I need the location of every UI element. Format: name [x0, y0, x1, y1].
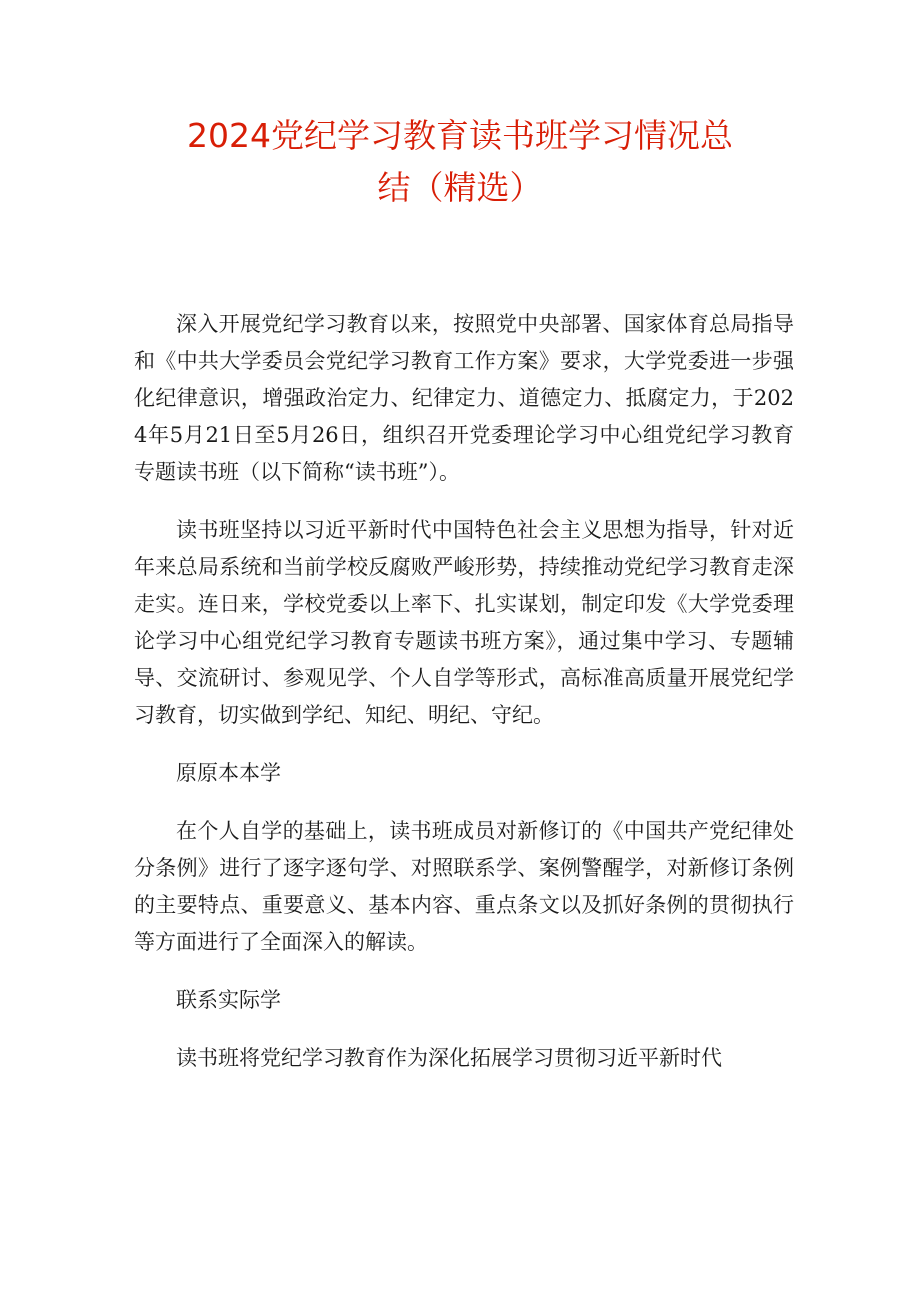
paragraph-practical: 读书班将党纪学习教育作为深化拓展学习贯彻习近平新时代: [176, 1046, 722, 1070]
paragraph-overview: 读书班坚持以习近平新时代中国特色社会主义思想为指导，针对近年来总局系统和当前学校反腐败严峻形势，持续推动党纪学习教育走深走实。连日来，学校党委以上率下、扎实谋划，制定印发《大学党委理论学习中心组党纪学习教育专题读书班方案》，通过集中学习、专题辅导、交流研讨、参观见学、个人自学等形式，高标准高质量开展党纪学习教育，切实做到学纪、知纪、明纪、守纪。: [134, 518, 794, 727]
document-title: [130, 110, 790, 214]
document-body: [134, 306, 794, 1098]
paragraph-intro: 深入开展党纪学习教育以来，按照党中央部署、国家体育总局指导和《中共大学委员会党纪学习教育工作方案》要求，大学党委进一步强化纪律意识，增强政治定力、纪律定力、道德定力、抵腐定力，于2024年5月21日至5月26日，组织召开党委理论学习中心组党纪学习教育专题读书班（以下简称“读书班”）。: [134, 312, 794, 484]
section-heading-study-originals: 原原本本学: [176, 761, 281, 785]
document-title-line-2: 结（精选）: [377, 168, 543, 207]
document-title-line-1: 2024党纪学习教育读书班学习情况总: [187, 116, 733, 155]
paragraph-self-study: 在个人自学的基础上，读书班成员对新修订的《中国共产党纪律处分条例》进行了逐字逐句学、对照联系学、案例警醒学，对新修订条例的主要特点、重要意义、基本内容、重点条文以及抓好条例的贯彻执行等方面进行了全面深入的解读。: [134, 819, 794, 954]
section-heading-practical-study: 联系实际学: [176, 988, 281, 1012]
